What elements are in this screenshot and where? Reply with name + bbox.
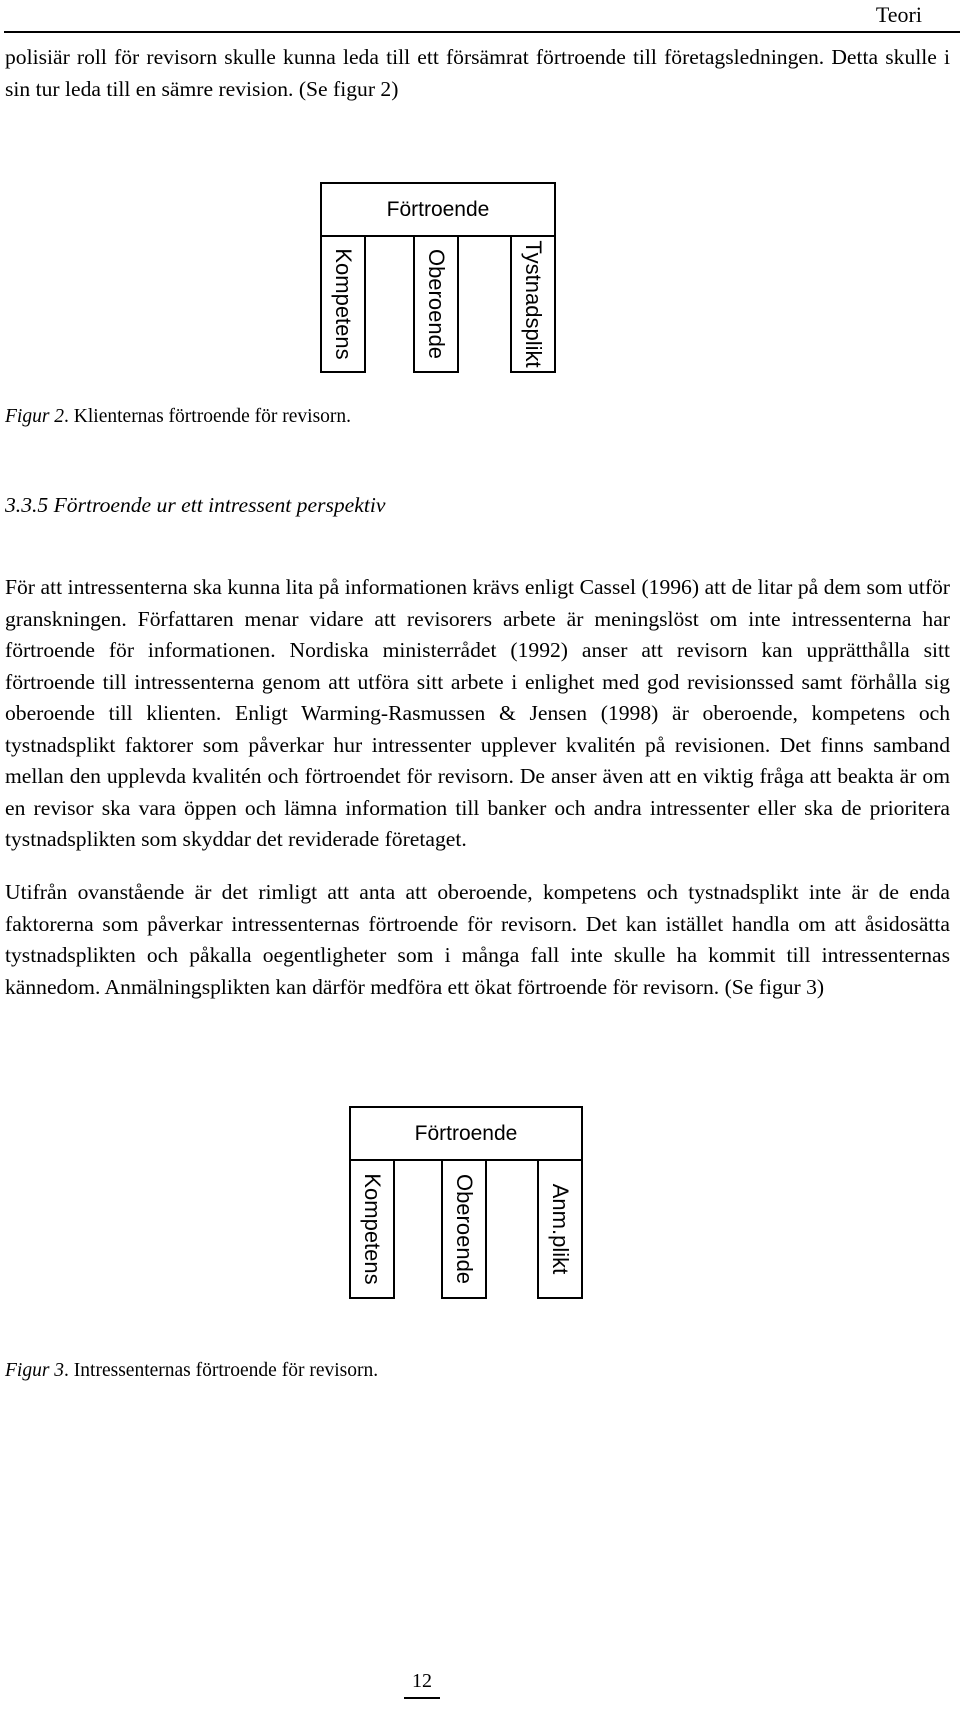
figure2-caption-label: Figur 2 <box>5 406 65 427</box>
figure2-caption-text: . Klienternas förtroende för revisorn. <box>64 406 352 427</box>
footer-rule <box>404 1697 440 1699</box>
figure3-caption <box>5 1358 378 1384</box>
figure3-trust-box <box>349 1106 583 1161</box>
header-rule <box>4 31 960 33</box>
body-paragraph: Utifrån ovanstående är det rimligt att anta att oberoende, kompetens och tystnadsplikt inte är de enda faktorerna som påverkar intressenternas förtroende för revisorn. Det kan istället handla om att åsidosätta tystnadsplikten och påkalla oegentligheter som i många fall inte skulle ha kommit till intressenternas kännedom. Anmälningsplikten kan därför medföra ett ökat förtroende för revisorn. (Se figur 3) <box>5 880 950 999</box>
figure2-pillar-label: Kompetens <box>331 248 356 360</box>
figure2-pillar-label: Tystnadsplikt <box>521 240 546 368</box>
intro-paragraph: polisiär roll för revisorn skulle kunna leda till ett försämrat förtroende till företagsledningen. Detta skulle i sin tur leda till en sämre revision. (Se figur 2) <box>5 45 950 101</box>
figure2-trust-label: Förtroende <box>386 198 490 221</box>
page-number: 12 <box>412 1670 432 1692</box>
figure2-trust-box <box>320 182 556 237</box>
figure3-pillar-label: Oberoende <box>452 1173 477 1285</box>
running-header-title: Teori <box>875 2 922 27</box>
figure2-pillar-label: Oberoende <box>424 248 449 360</box>
body-paragraph: För att intressenterna ska kunna lita på informationen krävs enligt Cassel (1996) att de litar på dem som utför granskningen. Författaren menar vidare att revisorers arbete är meningslöst om inte intressenterna har förtroende för informationen. Nordiska ministerrådet (1992) anser att revisorn kan upprätthålla sitt förtroende till intressenterna genom att utföra sitt arbete i enlighet med god revisionssed samt förhålla sig oberoende till klienten. Enligt Warming-Rasmussen & Jensen (1998) är oberoende, kompetens och tystnadsplikt faktorer som påverkar hur intressenter upplever kvalitén på revisionen. Det finns samband mellan den upplevda kvalitén och förtroendet för revisorn. De anser även att en viktig fråga att beakta är om en revisor ska vara öppen och lämna information till banker och andra intressenter eller ska de prioritera tystnadsplikten som skyddar det reviderade företaget. <box>5 575 950 851</box>
figure3-pillar-anmalningsplikt <box>537 1159 583 1299</box>
figure3-trust-label: Förtroende <box>414 1122 518 1145</box>
section-heading: 3.3.5 Förtroende ur ett intressent perspektiv <box>5 493 386 517</box>
figure2-pillar-oberoende <box>413 235 459 373</box>
figure3-caption-label: Figur 3 <box>5 1360 65 1381</box>
figure3-caption-text: . Intressenternas förtroende för revisorn. <box>64 1360 379 1381</box>
figure2-pillar-tystnadsplikt <box>510 235 556 373</box>
figure2-caption <box>5 404 351 430</box>
figure3-pillar-kompetens <box>349 1159 395 1299</box>
figure3-pillar-label: Kompetens <box>360 1173 385 1285</box>
figure3-pillar-label: Anm.plikt <box>548 1183 573 1275</box>
figure3-pillar-oberoende <box>441 1159 487 1299</box>
figure2-pillar-kompetens <box>320 235 366 373</box>
